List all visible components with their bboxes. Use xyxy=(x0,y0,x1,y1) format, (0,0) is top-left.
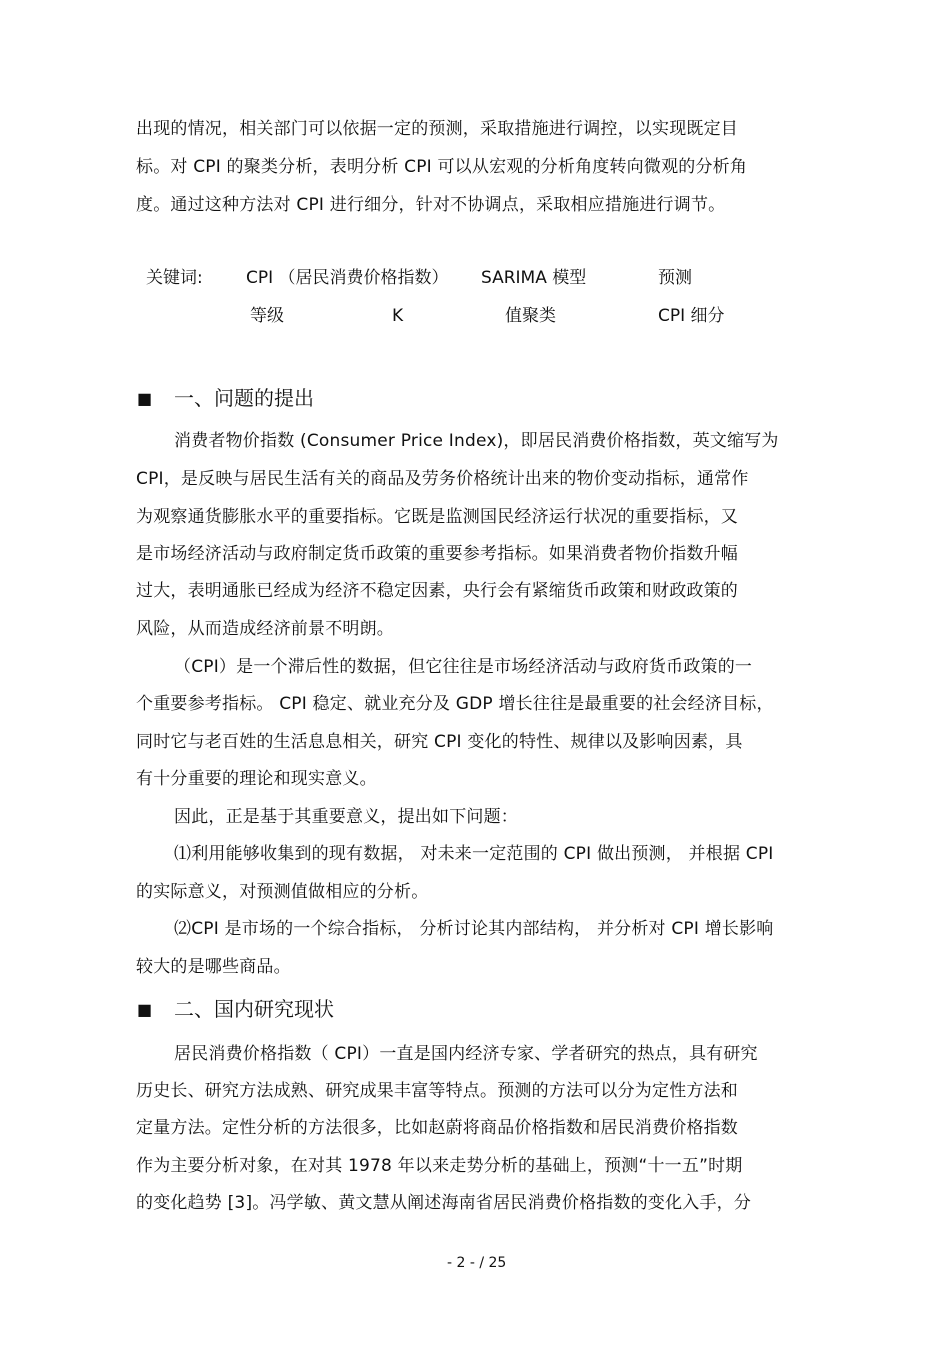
text-line: 作为主要分析对象，在对其 1978 年以来走势分析的基础上，预测“十一五”时期 xyxy=(136,1156,743,1176)
text-line: ⑴利用能够收集到的现有数据， 对未来一定范围的 CPI 做出预测， 并根据 CPI xyxy=(174,844,774,864)
text-line: 标。对 CPI 的聚类分析，表明分析 CPI 可以从宏观的分析角度转向微观的分析角 xyxy=(136,157,748,177)
text-line: 度。通过这种方法对 CPI 进行细分，针对不协调点，采取相应措施进行调节。 xyxy=(136,195,726,215)
keyword-item: 等级 xyxy=(250,306,284,326)
text-line: 是市场经济活动与政府制定货币政策的重要参考指标。如果消费者物价指数升幅 xyxy=(136,544,738,564)
text-line: 过大，表明通胀已经成为经济不稳定因素，央行会有紧缩货币政策和财政政策的 xyxy=(136,581,738,601)
text-line: 历史长、研究方法成熟、研究成果丰富等特点。预测的方法可以分为定性方法和 xyxy=(136,1081,738,1101)
page-number: - 2 - / 25 xyxy=(447,1255,507,1271)
text-line: 定量方法。定性分析的方法很多，比如赵蔚将商品价格指数和居民消费价格指数 xyxy=(136,1118,738,1138)
section-bullet-icon: ■ xyxy=(137,1000,153,1019)
text-line: 的变化趋势 [3]。冯学敏、黄文慧从阐述海南省居民消费价格指数的变化入手，分 xyxy=(136,1193,752,1213)
text-line: 消费者物价指数 (Consumer Price Index)，即居民消费价格指数，英文缩写为 xyxy=(174,431,779,451)
keyword-item: 值聚类 xyxy=(505,306,556,326)
keyword-item: CPI 细分 xyxy=(658,306,725,326)
section-heading: 二、国内研究现状 xyxy=(174,997,334,1021)
text-line: 为观察通货膨胀水平的重要指标。它既是监测国民经济运行状况的重要指标，又 xyxy=(136,507,738,527)
text-line: 同时它与老百姓的生活息息相关，研究 CPI 变化的特性、规律以及影响因素，具 xyxy=(136,732,743,752)
text-line: （CPI）是一个滞后性的数据，但它往往是市场经济活动与政府货币政策的一 xyxy=(174,657,753,677)
keyword-item: K xyxy=(392,306,404,326)
keyword-item: 预测 xyxy=(658,268,692,288)
text-line: 因此，正是基于其重要意义，提出如下问题： xyxy=(174,807,518,827)
keywords-label: 关键词: xyxy=(146,268,203,288)
text-line: 的实际意义，对预测值做相应的分析。 xyxy=(136,882,429,902)
text-line: 有十分重要的理论和现实意义。 xyxy=(136,769,377,789)
text-line: 出现的情况，相关部门可以依据一定的预测，采取措施进行调控，以实现既定目 xyxy=(136,119,738,139)
section-bullet-icon: ■ xyxy=(137,389,153,408)
keyword-item: SARIMA 模型 xyxy=(481,268,587,288)
text-line: 较大的是哪些商品。 xyxy=(136,957,291,977)
text-line: 风险，从而造成经济前景不明朗。 xyxy=(136,619,394,639)
keyword-item: CPI （居民消费价格指数） xyxy=(246,268,449,288)
text-line: 个重要参考指标。 CPI 稳定、就业充分及 GDP 增长往往是最重要的社会经济目标， xyxy=(136,694,774,714)
text-line: CPI，是反映与居民生活有关的商品及劳务价格统计出来的物价变动指标，通常作 xyxy=(136,469,749,489)
text-line: 居民消费价格指数（ CPI）一直是国内经济专家、学者研究的热点，具有研究 xyxy=(174,1044,758,1064)
section-heading: 一、问题的提出 xyxy=(174,386,314,410)
text-line: ⑵CPI 是市场的一个综合指标， 分析讨论其内部结构， 并分析对 CPI 增长影响 xyxy=(174,919,774,939)
